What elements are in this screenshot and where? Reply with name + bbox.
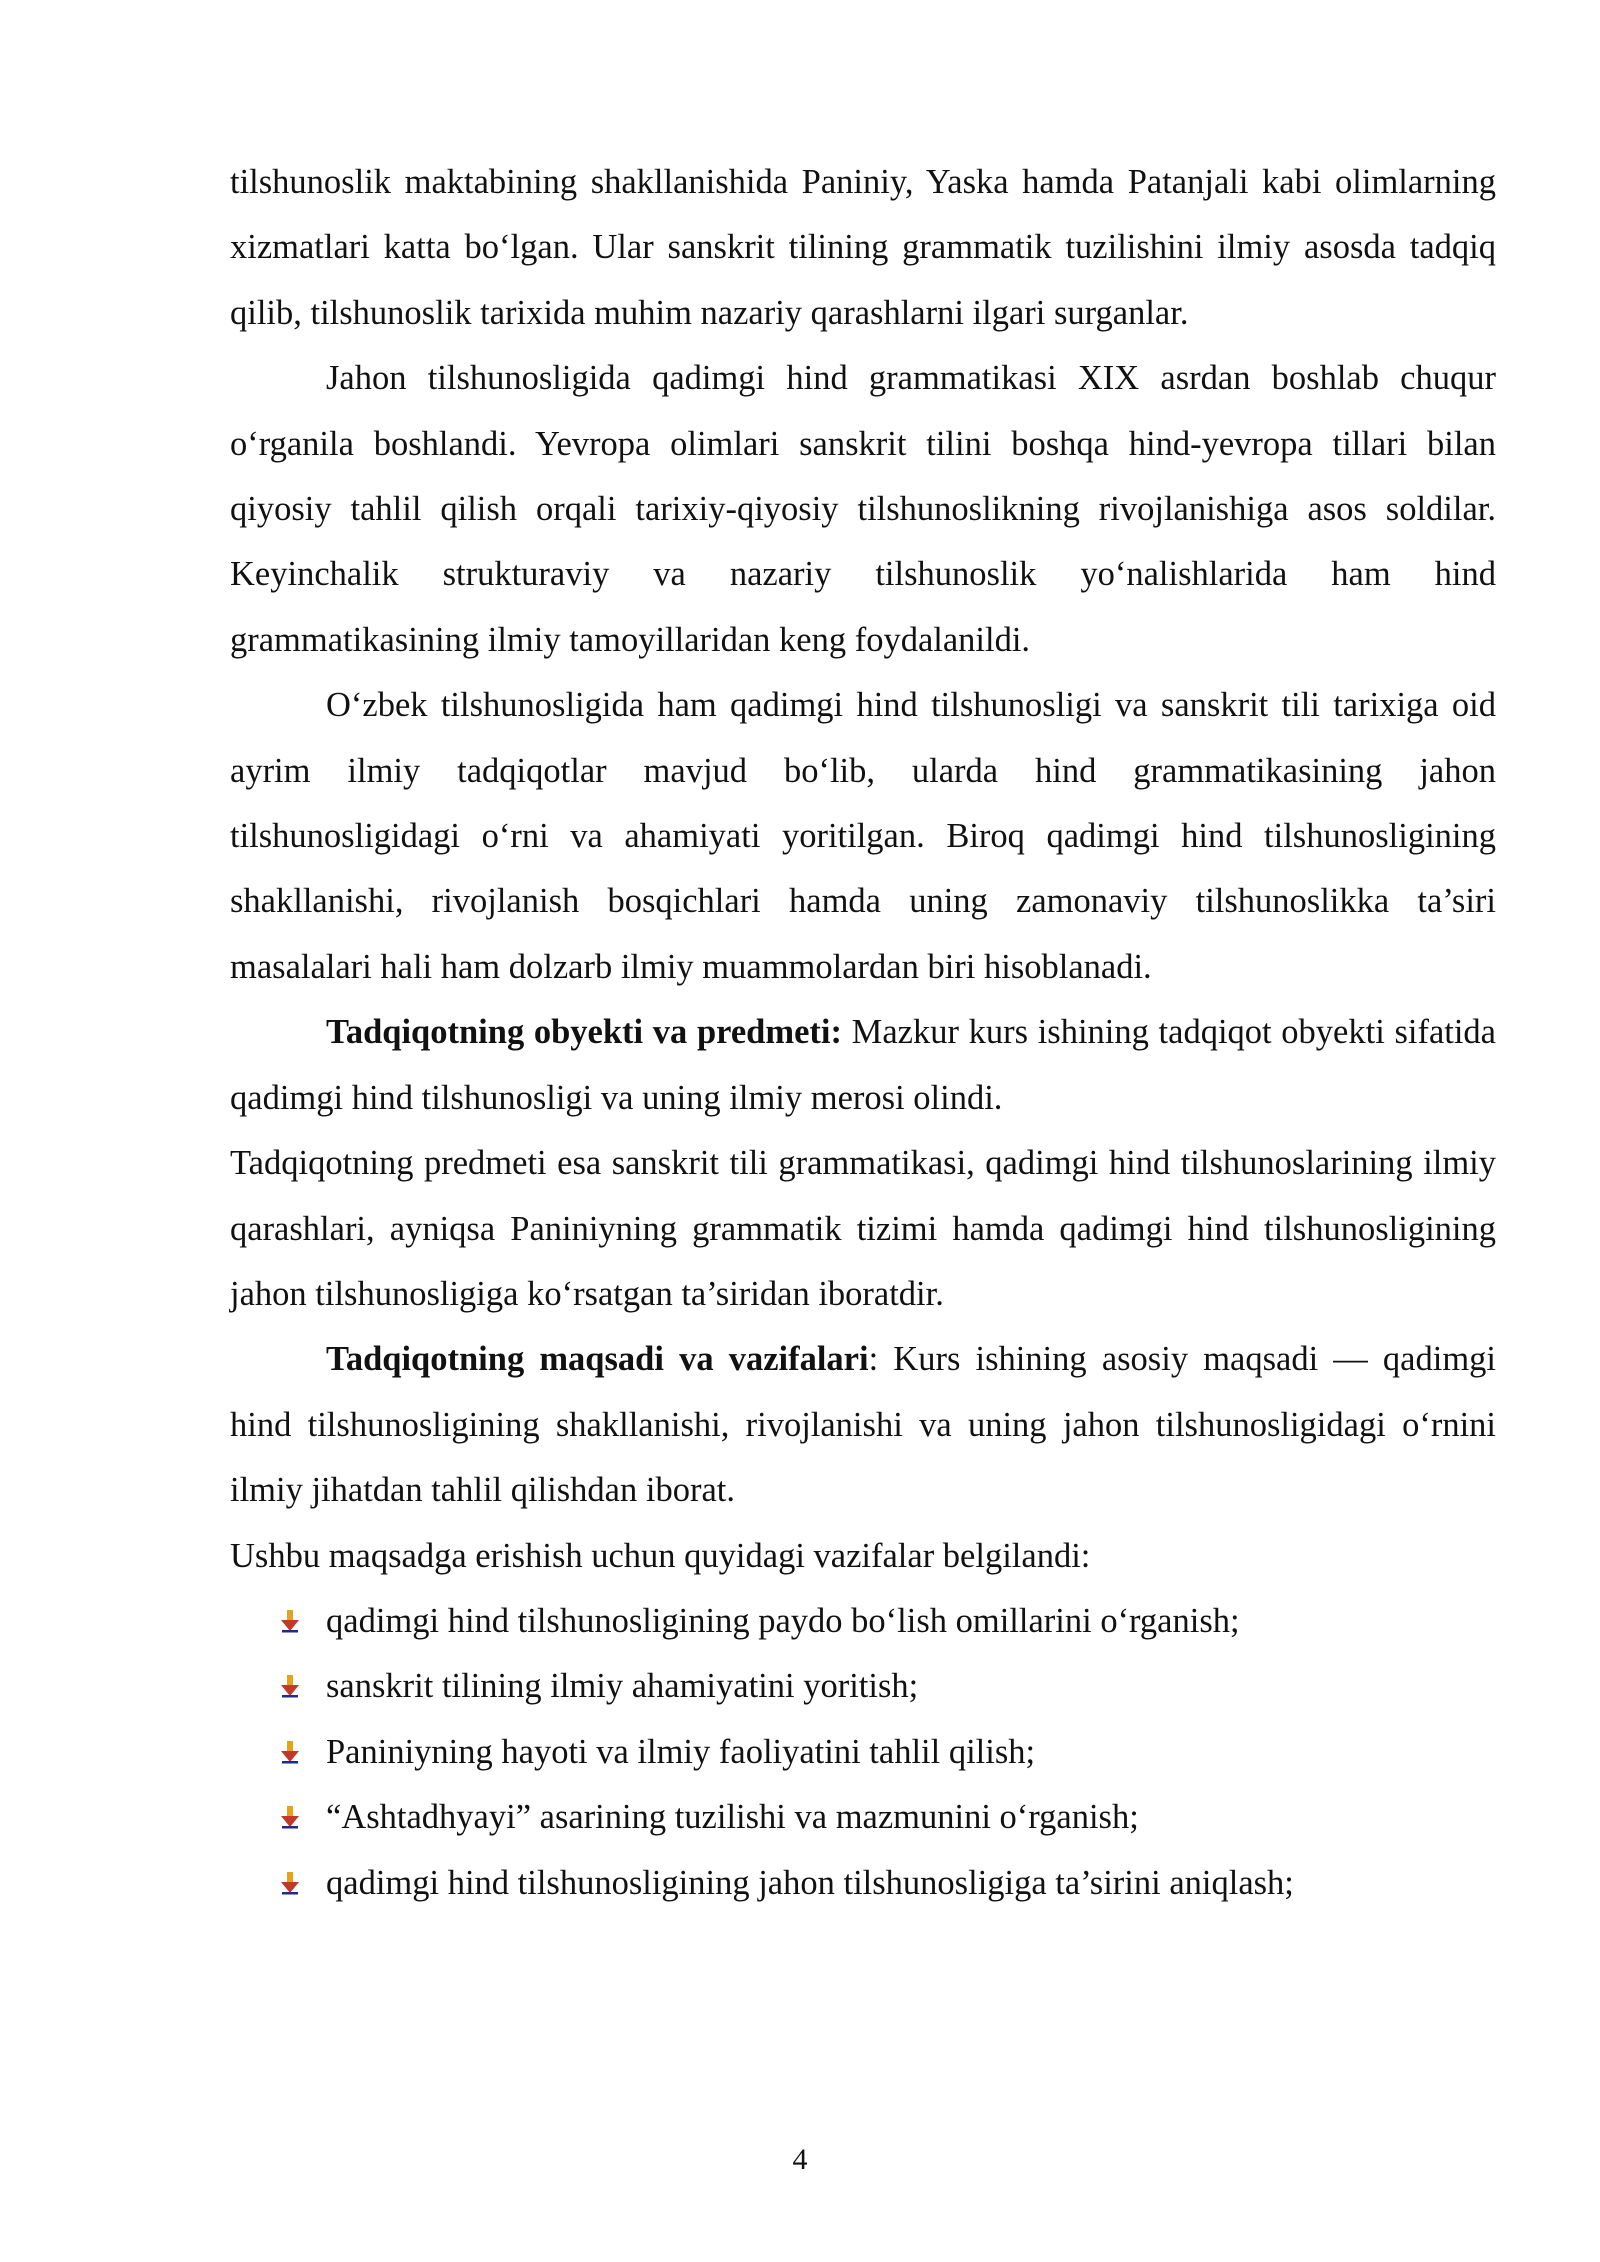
list-item [230,1720,1496,1785]
object-subject-text: Mazkur kurs ishining tadqiqot obyekti sifatida qadimgi hind tilshunosligi va uning ilmiy merosi olindi. [230,1013,1496,1117]
down-arrow-icon [280,1805,300,1829]
list-item-text: “Ashtadhyayi” asarining tuzilishi va mazmunini o‘rganish; [326,1798,1139,1837]
down-arrow-icon [280,1871,300,1895]
heading-object-subject: Tadqiqotning obyekti va predmeti: [326,1013,842,1052]
list-item-text: qadimgi hind tilshunosligining paydo bo‘lish omillarini o‘rganish; [326,1601,1240,1640]
paragraph-tasks-intro: Ushbu maqsadga erishish uchun quyidagi vazifalar belgilandi: [230,1536,1091,1575]
paragraph-object-subject [230,1000,1496,1131]
list-item [230,1785,1496,1850]
aims-tasks-text: : Kurs ishining asosiy maqsadi — qadimgi hind tilshunosligining shakllanishi, rivojlanishi va uning jahon tilshunosligidagi o‘rnini ilmiy jihatdan tahlil qilishdan iborat. [230,1340,1496,1510]
document-page [230,150,1496,1916]
list-item-text: Paniniyning hayoti va ilmiy faoliyatini tahlil qilish; [326,1732,1036,1771]
down-arrow-icon [280,1674,300,1698]
paragraph-intro-continued: tilshunoslik maktabining shakllanishida Paniniy, Yaska hamda Patanjali kabi olimlarning xizmatlari katta bo‘lgan. Ular sanskrit tilining grammatik tuzilishini ilmiy asosda tadqiq qilib, tilshunoslik tarixida muhim nazariy qarashlarni ilgari surganlar. [230,163,1496,332]
list-item [230,1589,1496,1654]
list-item-text: sanskrit tilining ilmiy ahamiyatini yoritish; [326,1667,919,1706]
paragraph-research-subject: Tadqiqotning predmeti esa sanskrit tili grammatikasi, qadimgi hind tilshunoslarining ilmiy qarashlari, ayniqsa Paniniyning grammatik tizimi hamda qadimgi hind tilshunosligining jahon tilshunosligiga ko‘rsatgan ta’siridan iboratdir. [230,1144,1496,1313]
down-arrow-icon [280,1740,300,1764]
paragraph-aims-tasks [230,1327,1496,1523]
paragraph-world-linguistics: Jahon tilshunosligida qadimgi hind grammatikasi XIX asrdan boshlab chuqur o‘rganila boshlandi. Yevropa olimlari sanskrit tilini boshqa hind-yevropa tillari bilan qiyosiy tahlil qilish orqali tarixiy-qiyosiy tilshunoslikning rivojlanishiga asos soldilar. Keyinchalik strukturaviy va nazariy tilshunoslik yo‘nalishlarida ham hind grammatikasining ilmiy tamoyillaridan keng foydalanildi. [230,359,1496,659]
list-item [230,1654,1496,1719]
page-number: 4 [792,2143,808,2176]
list-item [230,1851,1496,1916]
task-list [230,1589,1496,1916]
heading-aims-tasks: Tadqiqotning maqsadi va vazifalari [326,1340,869,1379]
paragraph-uzbek-linguistics: O‘zbek tilshunosligida ham qadimgi hind tilshunosligi va sanskrit tili tarixiga oid ayrim ilmiy tadqiqotlar mavjud bo‘lib, ularda hind grammatikasining jahon tilshunosligidagi o‘rni va ahamiyati yoritilgan. Biroq qadimgi hind tilshunosligining shakllanishi, rivojlanish bosqichlari hamda uning zamonaviy tilshunoslikka ta’siri masalalari hali ham dolzarb ilmiy muammolardan biri hisoblanadi. [230,686,1496,986]
list-item-text: qadimgi hind tilshunosligining jahon tilshunosligiga ta’sirini aniqlash; [326,1863,1294,1902]
down-arrow-icon [280,1609,300,1633]
